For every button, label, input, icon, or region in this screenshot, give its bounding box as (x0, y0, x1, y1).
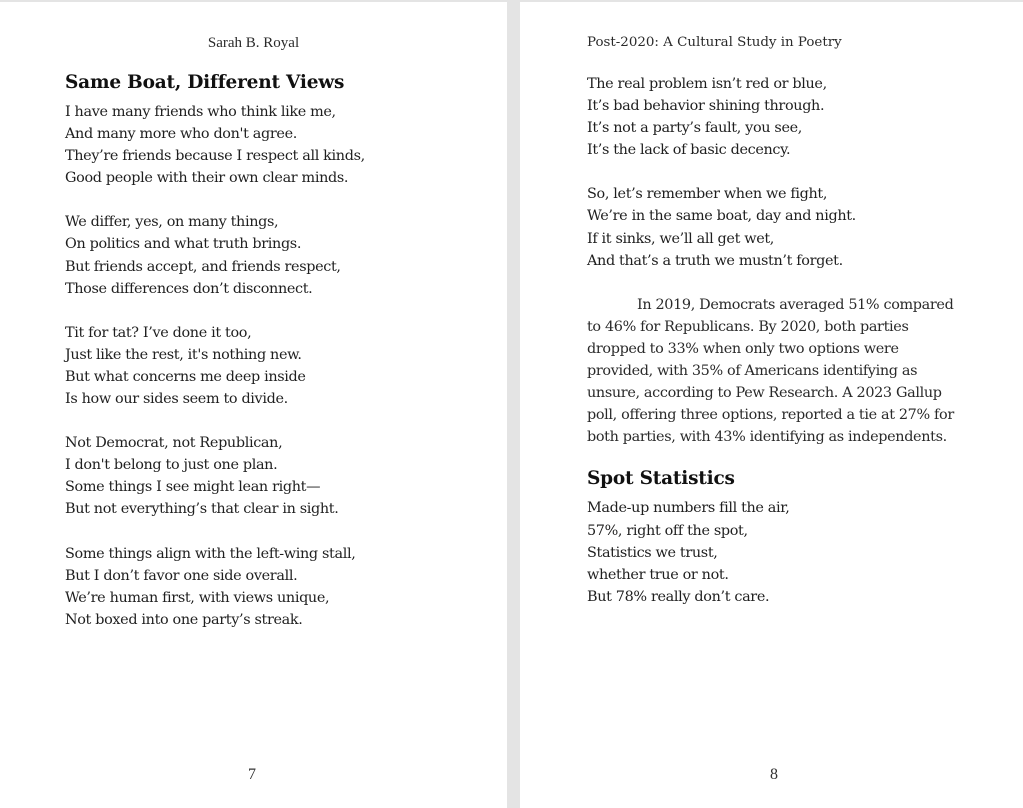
verse-line: It’s not a party’s fault, you see, (587, 120, 802, 137)
poem-title-2: Spot Statistics (587, 468, 735, 490)
verse-line: But what concerns me deep inside (65, 368, 306, 385)
verse-line: Some things align with the left-wing stall, (65, 545, 356, 562)
running-head-author: Sarah B. Royal (207, 35, 300, 51)
verse-line: Some things I see might lean right— (65, 479, 321, 496)
stanza (65, 101, 365, 189)
left-page (0, 2, 507, 808)
verse-line: On politics and what truth brings. (65, 236, 302, 253)
verse-line: Made-up numbers fill the air, (587, 500, 790, 517)
running-head-book-title: Post-2020: A Cultural Study in Poetry (587, 35, 842, 50)
stanza (65, 322, 365, 410)
stanza (587, 497, 967, 607)
verse-line: whether true or not. (587, 566, 729, 583)
verse-line: Not boxed into one party’s streak. (65, 611, 303, 628)
verse-line: And many more who don't agree. (65, 126, 297, 143)
stanza (65, 211, 365, 299)
verse-line: We’re in the same boat, day and night. (587, 208, 856, 225)
verse-line: But I don’t favor one side overall. (65, 567, 298, 584)
poem-title: Same Boat, Different Views (65, 72, 345, 93)
stanza (65, 543, 365, 631)
verse-line: 57%, right off the spot, (587, 522, 748, 539)
verse-line: We differ, yes, on many things, (65, 214, 279, 231)
verse-line: It’s the lack of basic decency. (587, 142, 791, 159)
left-page-content (65, 72, 365, 653)
verse-line: Those differences don’t disconnect. (65, 280, 313, 297)
verse-line: Good people with their own clear minds. (65, 170, 349, 187)
prose-paragraph: In 2019, Democrats averaged 51% compared to 46% for Republicans. By 2020, both parties dropped to 33% when only two options were provided, with 35% of Americans identifying as unsure, according to Pew Research. A 2023 Gallup poll, offering three options, reported a tie at 27% for both parties, with 43% identifying as independents. (587, 296, 954, 446)
verse-line: Is how our sides seem to divide. (65, 391, 288, 408)
poem-body-2 (587, 497, 967, 607)
stanza (587, 73, 967, 161)
verse-line: Tit for tat? I’ve done it too, (65, 324, 252, 341)
verse-line: The real problem isn’t red or blue, (587, 76, 827, 92)
verse-line: They’re friends because I respect all kinds, (65, 148, 365, 165)
page-number: 8 (770, 766, 778, 783)
verse-line: And that’s a truth we mustn’t forget. (587, 252, 843, 269)
verse-line: Just like the rest, it's nothing new. (65, 346, 302, 363)
poem-continuation (587, 73, 967, 272)
right-page (520, 2, 1023, 808)
verse-line: I have many friends who think like me, (65, 104, 336, 120)
verse-line: I don't belong to just one plan. (65, 457, 278, 474)
page-number: 7 (248, 766, 256, 783)
verse-line: But not everything’s that clear in sight. (65, 501, 339, 518)
verse-line: But 78% really don’t care. (587, 588, 770, 605)
verse-line: Not Democrat, not Republican, (65, 435, 283, 452)
verse-line: It’s bad behavior shining through. (587, 98, 825, 115)
verse-line: Statistics we trust, (587, 544, 718, 561)
verse-line: So, let’s remember when we fight, (587, 186, 828, 203)
right-page-content (587, 73, 967, 630)
verse-line: If it sinks, we’ll all get wet, (587, 230, 775, 247)
stanza (65, 432, 365, 520)
verse-line: But friends accept, and friends respect, (65, 258, 341, 275)
verse-line: We’re human first, with views unique, (65, 589, 330, 606)
stanza (587, 183, 967, 271)
poem-body (65, 101, 365, 631)
